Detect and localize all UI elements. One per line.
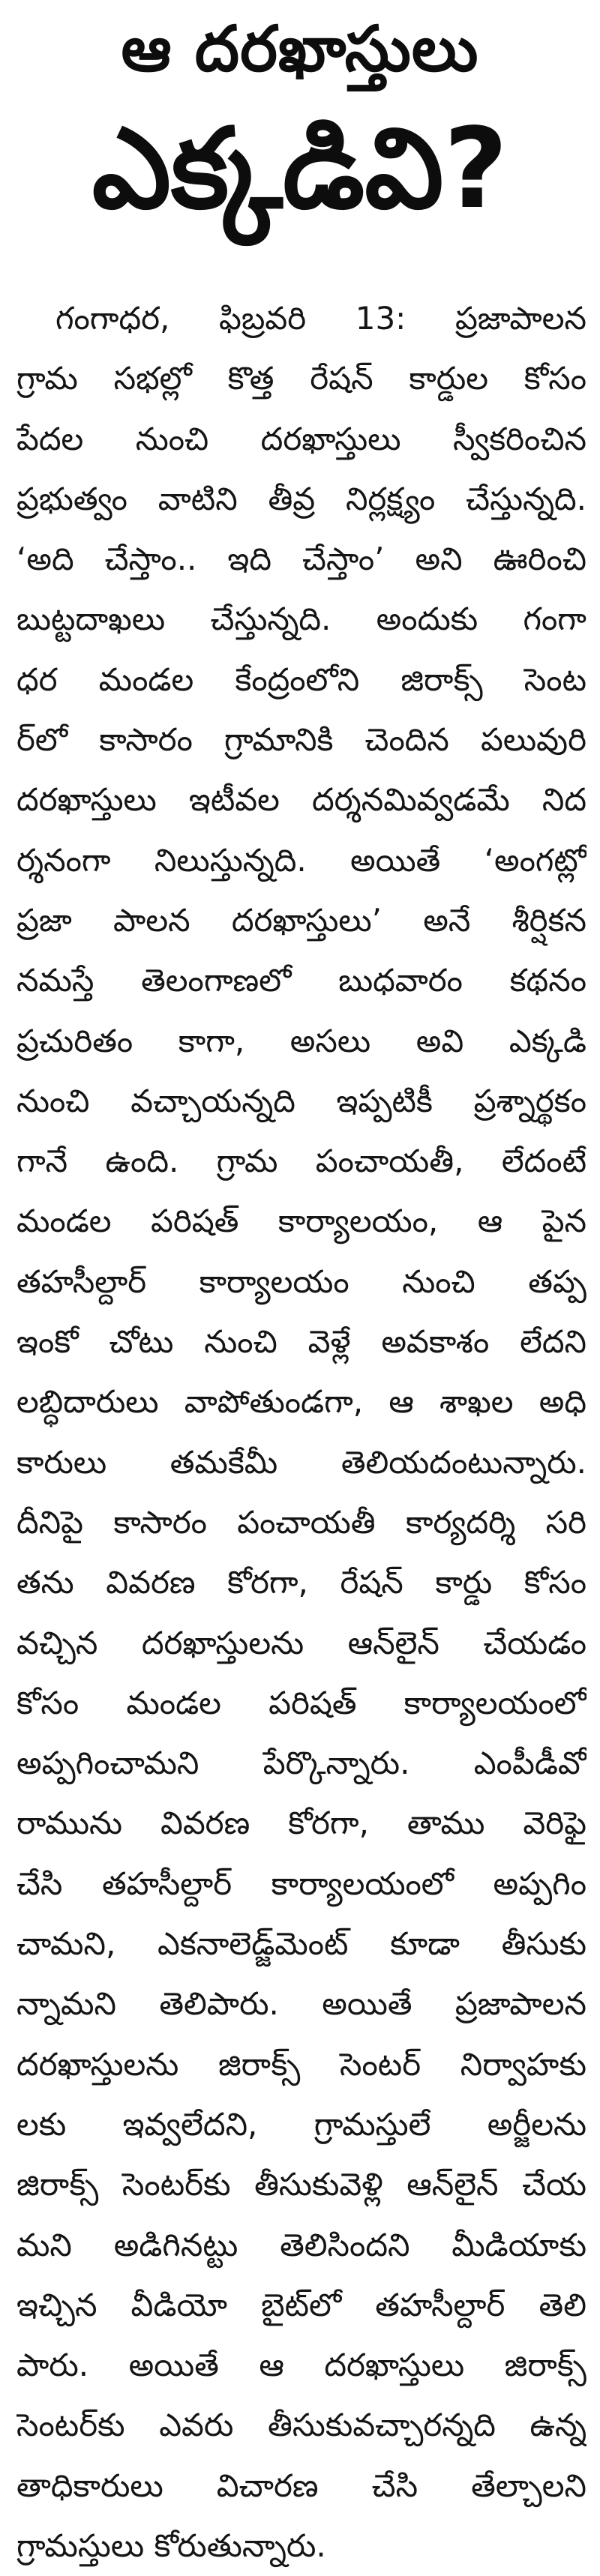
body-line: దరఖాస్తులను జిరాక్స్ సెంటర్ నిర్వాహకు bbox=[16, 2045, 586, 2083]
body-line: కోసం మండల పరిషత్ కార్యాలయంలో bbox=[16, 1684, 586, 1721]
body-line: గంగాధర, ఫిబ్రవరి 13: ప్రజాపాలన bbox=[56, 300, 586, 337]
body-line: చేసి తహసీల్దార్ కార్యాలయంలో అప్పగిం bbox=[16, 1865, 586, 1902]
body-line: దరఖాస్తులు ఇటీవల దర్శనమివ్వడమే నిద bbox=[16, 781, 586, 819]
body-line: వచ్చిన దరఖాస్తులను ఆన్‌లైన్ చేయడం bbox=[16, 1624, 586, 1661]
body-line: ప్రభుత్వం వాటిని తీవ్ర నిర్లక్ష్యం చేస్తున్నది. bbox=[16, 480, 586, 517]
body-line: గ్రామ సభల్లో కొత్త రేషన్ కార్డుల కోసం bbox=[16, 360, 586, 397]
body-line: సెంటర్‌కు ఎవరు తీసుకువచ్చారన్నది ఉన్న bbox=[16, 2407, 586, 2444]
body-line: లబ్ధిదారులు వాపోతుండగా, ఆ శాఖల అధి bbox=[16, 1383, 586, 1421]
body-line: నుంచి వచ్చాయన్నది ఇప్పటికీ ప్రశ్నార్థకం bbox=[16, 1082, 586, 1119]
body-line: ర్శనంగా నిలుస్తున్నది. అయితే ‘అంగట్లో bbox=[16, 841, 586, 879]
body-line: మని అడిగినట్టు తెలిసిందని మీడియాకు bbox=[16, 2226, 586, 2263]
body-line: ప్రచురితం కాగా, అసలు అవి ఎక్కడి bbox=[16, 1022, 586, 1059]
body-line: మండల పరిషత్ కార్యాలయం, ఆ పైన bbox=[16, 1203, 586, 1240]
body-line: ఇచ్చిన వీడియో బైట్‌లో తహసీల్దార్ తెలి bbox=[16, 2286, 586, 2323]
body-line: నమస్తే తెలంగాణలో బుధవారం కథనం bbox=[16, 962, 586, 999]
body-line: దీనిపై కాసారం పంచాయతీ కార్యదర్శి సరి bbox=[16, 1503, 586, 1541]
body-line: తాధికారులు విచారణ చేసి తేల్చాలని bbox=[16, 2467, 586, 2504]
body-line: ధర మండల కేంద్రంలోని జిరాక్స్ సెంట bbox=[16, 660, 586, 698]
body-line: అప్పగించామని పేర్కొన్నారు. ఎంపీడీవో bbox=[16, 1745, 586, 1782]
body-line: తహసీల్దార్ కార్యాలయం నుంచి తప్ప bbox=[16, 1263, 586, 1300]
body-line: పేదల నుంచి దరఖాస్తులు స్వీకరించిన bbox=[16, 420, 586, 457]
body-line: గ్రామస్తులు కోరుతున్నారు. bbox=[16, 2527, 326, 2564]
body-line: ‘అది చేస్తాం.. ఇది చేస్తాం’ అని ఊరించి bbox=[16, 541, 586, 578]
body-line: చామని, ఎకనాలెడ్జ్‌మెంట్ కూడా తీసుకు bbox=[16, 1925, 586, 1963]
body-line: న్నామని తెలిపారు. అయితే ప్రజాపాలన bbox=[16, 1985, 586, 2023]
headline-line-2: ఎక్కడివి? bbox=[92, 104, 508, 233]
body-line: ఇంకో చోటు నుంచి వెళ్లే అవకాశం లేదని bbox=[16, 1323, 586, 1361]
body-line: జిరాక్స్ సెంటర్‌కు తీసుకువెళ్లి ఆన్‌లైన్ చేయ bbox=[16, 2166, 586, 2203]
body-line: ప్రజా పాలన దరఖాస్తులు’ అనే శీర్షికన bbox=[16, 901, 586, 939]
body-line: తను వివరణ కోరగా, రేషన్ కార్డు కోసం bbox=[16, 1564, 586, 1601]
body-line: లకు ఇవ్వలేదని, గ్రామస్తులే అర్జీలను bbox=[16, 2105, 586, 2143]
body-line: బుట్టదాఖలు చేస్తున్నది. అందుకు గంగా bbox=[16, 601, 586, 638]
body-line: కారులు తమకేమీ తెలియదంటున్నారు. bbox=[16, 1443, 586, 1481]
body-line: పారు. అయితే ఆ దరఖాస్తులు జిరాక్స్ bbox=[16, 2347, 586, 2384]
headline-line-1: ఆ దరఖాస్తులు bbox=[121, 12, 479, 85]
body-line: ర్‌లో కాసారం గ్రామానికి చెందిన పలువురి bbox=[16, 721, 586, 759]
article-body bbox=[16, 289, 586, 2576]
body-line: గానే ఉంది. గ్రామ పంచాయతీ, లేదంటే bbox=[16, 1143, 586, 1180]
body-line: రామును వివరణ కోరగా, తాము వెరిఫై bbox=[16, 1805, 586, 1842]
